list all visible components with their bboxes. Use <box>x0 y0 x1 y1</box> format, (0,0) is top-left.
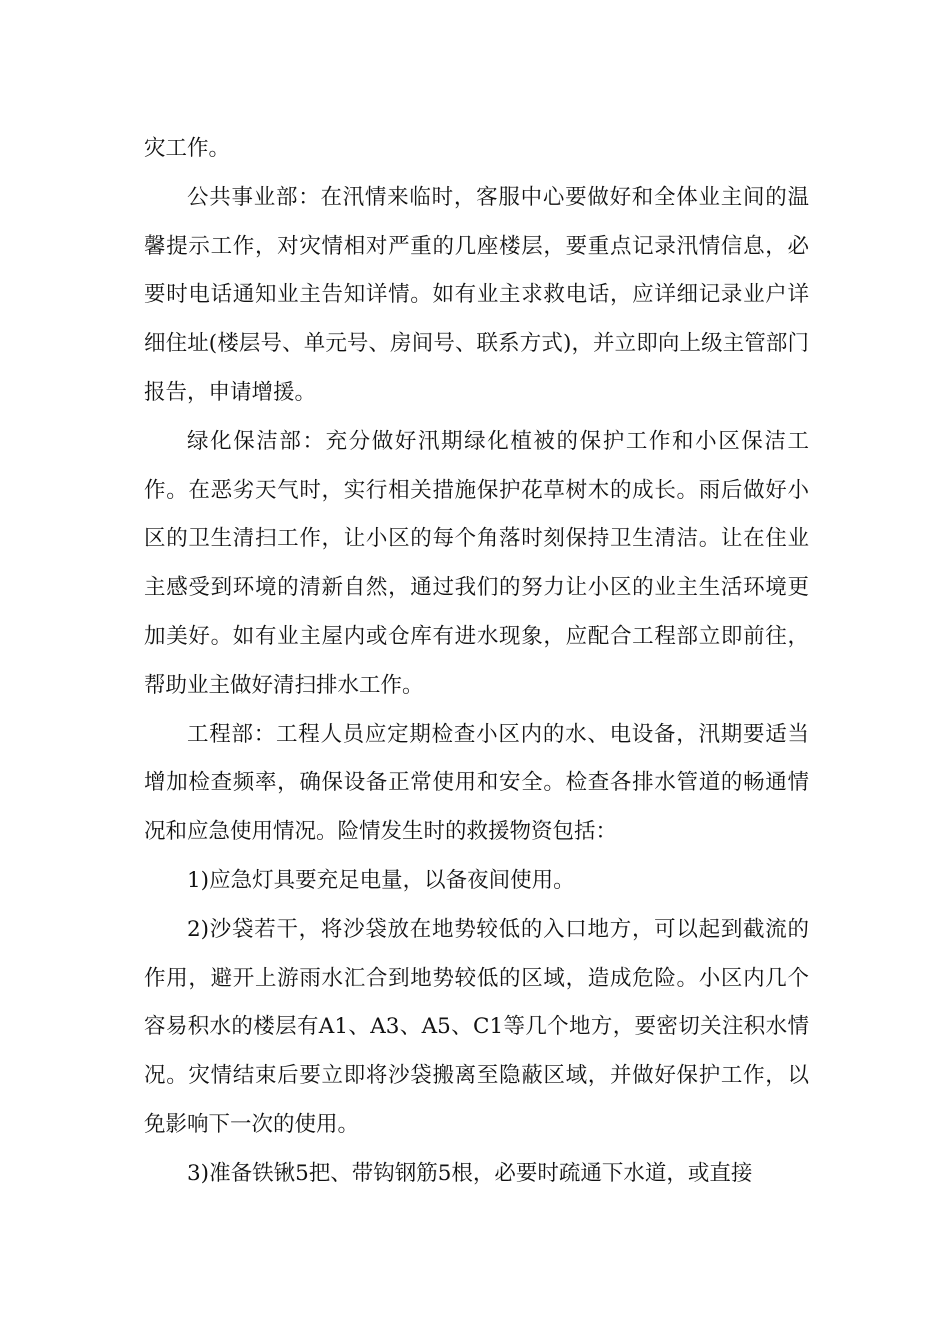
paragraph-continuation: 灾工作。 <box>144 136 231 161</box>
paragraph-public-affairs: 公共事业部：在汛情来临时，客服中心要做好和全体业主间的温馨提示工作，对灾情相对严重的几座楼层，要重点记录汛情信息，必要时电话通知业主告知详情。如有业主求救电话，应详细记录业户详细住址(楼层号、单元号、房间号、联系方式)，并立即向上级主管部门报告，申请增援。 <box>144 184 809 405</box>
list-item-tools: 3)准备铁锹5把、带钩钢筋5根，必要时疏通下水道，或直接 <box>187 1160 753 1186</box>
list-item-emergency-lights: 1)应急灯具要充足电量，以备夜间使用。 <box>187 867 575 893</box>
list-item-sandbags: 2)沙袋若干，将沙袋放在地势较低的入口地方，可以起到截流的作用，避开上游雨水汇合到地势较低的区域，造成危险。小区内几个容易积水的楼层有A1、A3、A5、C1等几个地方，要密切关注积水情况。灾情结束后要立即将沙袋搬离至隐蔽区域，并做好保护工作，以免影响下一次的使用。 <box>144 916 809 1137</box>
paragraph-engineering: 工程部：工程人员应定期检查小区内的水、电设备，汛期要适当增加检查频率，确保设备正常使用和安全。检查各排水管道的畅通情况和应急使用情况。险情发生时的救援物资包括： <box>144 721 809 845</box>
document-body <box>144 125 809 1199</box>
paragraph-greening-cleaning: 绿化保洁部：充分做好汛期绿化植被的保护工作和小区保洁工作。在恶劣天气时，实行相关措施保护花草树木的成长。雨后做好小区的卫生清扫工作，让小区的每个角落时刻保持卫生清洁。让在住业主感受到环境的清新自然，通过我们的努力让小区的业主生活环境更加美好。如有业主屋内或仓库有进水现象，应配合工程部立即前往，帮助业主做好清扫排水工作。 <box>144 428 809 698</box>
